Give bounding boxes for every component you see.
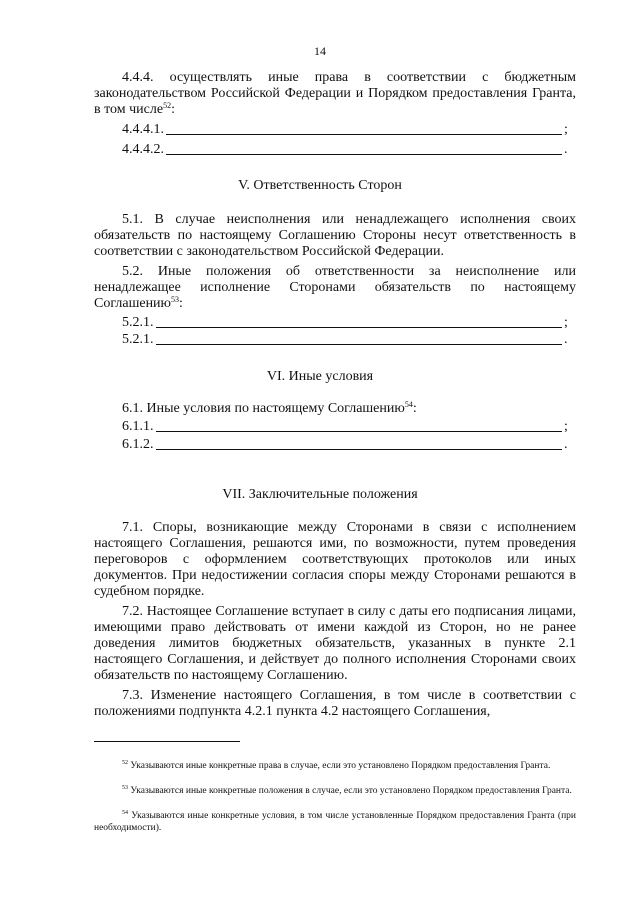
fill-line-4-4-4-1[interactable]: 4.4.4.1. ; [122, 122, 568, 137]
fill-line-4-4-4-2[interactable]: 4.4.4.2. . [122, 142, 568, 157]
footnote-ref-53: 53 [171, 295, 180, 304]
paragraph-7-1: 7.1. Споры, возникающие между Сторонами в связи с исполнением настоящего Соглашения, решаются ими, по возможности, путем проведения переговоров с оформлением соответствующих протоколов или иных документов. При недостижении согласия споры между Сторонами решаются в судебном порядке. [94, 520, 576, 599]
footnote-ref-52: 52 [163, 101, 172, 110]
blank-underline [166, 153, 562, 155]
paragraph-4-4-4: 4.4.4. осуществлять иные права в соответствии с бюджетным законодательством Российской Федерации и Порядком предоставления Гранта, в том числе$^{52}$: [94, 70, 576, 117]
section-6-heading: VI. Иные условия [266, 369, 374, 384]
blank-underline [156, 326, 563, 328]
fill-line-6-1-1[interactable]: 6.1.1. ; [122, 419, 568, 434]
footnote-ref-54: 54 [404, 400, 413, 409]
fill-line-6-1-2[interactable]: 6.1.2. . [122, 437, 568, 452]
section-7-heading: VII. Заключительные положения [222, 487, 418, 502]
paragraph-7-3: 7.3. Изменение настоящего Соглашения, в том числе в соответствии с положениями подпункта 4.2.1 пункта 4.2 настоящего Соглашения, [94, 688, 576, 719]
page-number: 14 [314, 44, 326, 58]
paragraph-6-1: 6.1. Иные условия по настоящему Соглашению$^{54}$: [122, 400, 417, 416]
footnote-53: $^{53}$ Указываются иные конкретные положения в случае, если это установлено Порядком предоставления Гранта. [122, 785, 572, 796]
blank-underline [156, 343, 563, 345]
paragraph-5-2: 5.2. Иные положения об ответственности за неисполнение или ненадлежащее исполнение Сторонами обязательств по настоящему Соглашению$^{53}$: [94, 264, 576, 311]
footnote-52: $^{52}$ Указываются иные конкретные права в случае, если это установлено Порядком предоставления Гранта. [122, 760, 551, 771]
footnote-separator [94, 741, 240, 742]
blank-underline [166, 133, 562, 135]
fill-line-5-2-1[interactable]: 5.2.1. ; [122, 315, 568, 330]
blank-underline [156, 448, 563, 450]
section-5-heading: V. Ответственность Сторон [238, 178, 402, 193]
paragraph-5-1: 5.1. В случае неисполнения или ненадлежащего исполнения своих обязательств по настоящему Соглашению Стороны несут ответственность в соответствии с законодательством Российской Федерации. [94, 212, 576, 259]
paragraph-7-2: 7.2. Настоящее Соглашение вступает в силу с даты его подписания лицами, имеющими право действовать от имени каждой из Сторон, но не ранее доведения лимитов бюджетных обязательств, указанных в пункте 2.1 настоящего Соглашения, и действует до полного исполнения Сторонами своих обязательств по настоящему Соглашению. [94, 604, 576, 683]
blank-underline [156, 430, 563, 432]
footnote-54: $^{54}$ Указываются иные конкретные условия, в том числе установленные Порядком предоставления Гранта (при необходимости). [94, 810, 576, 833]
fill-line-5-2-1b[interactable]: 5.2.1. . [122, 332, 568, 347]
